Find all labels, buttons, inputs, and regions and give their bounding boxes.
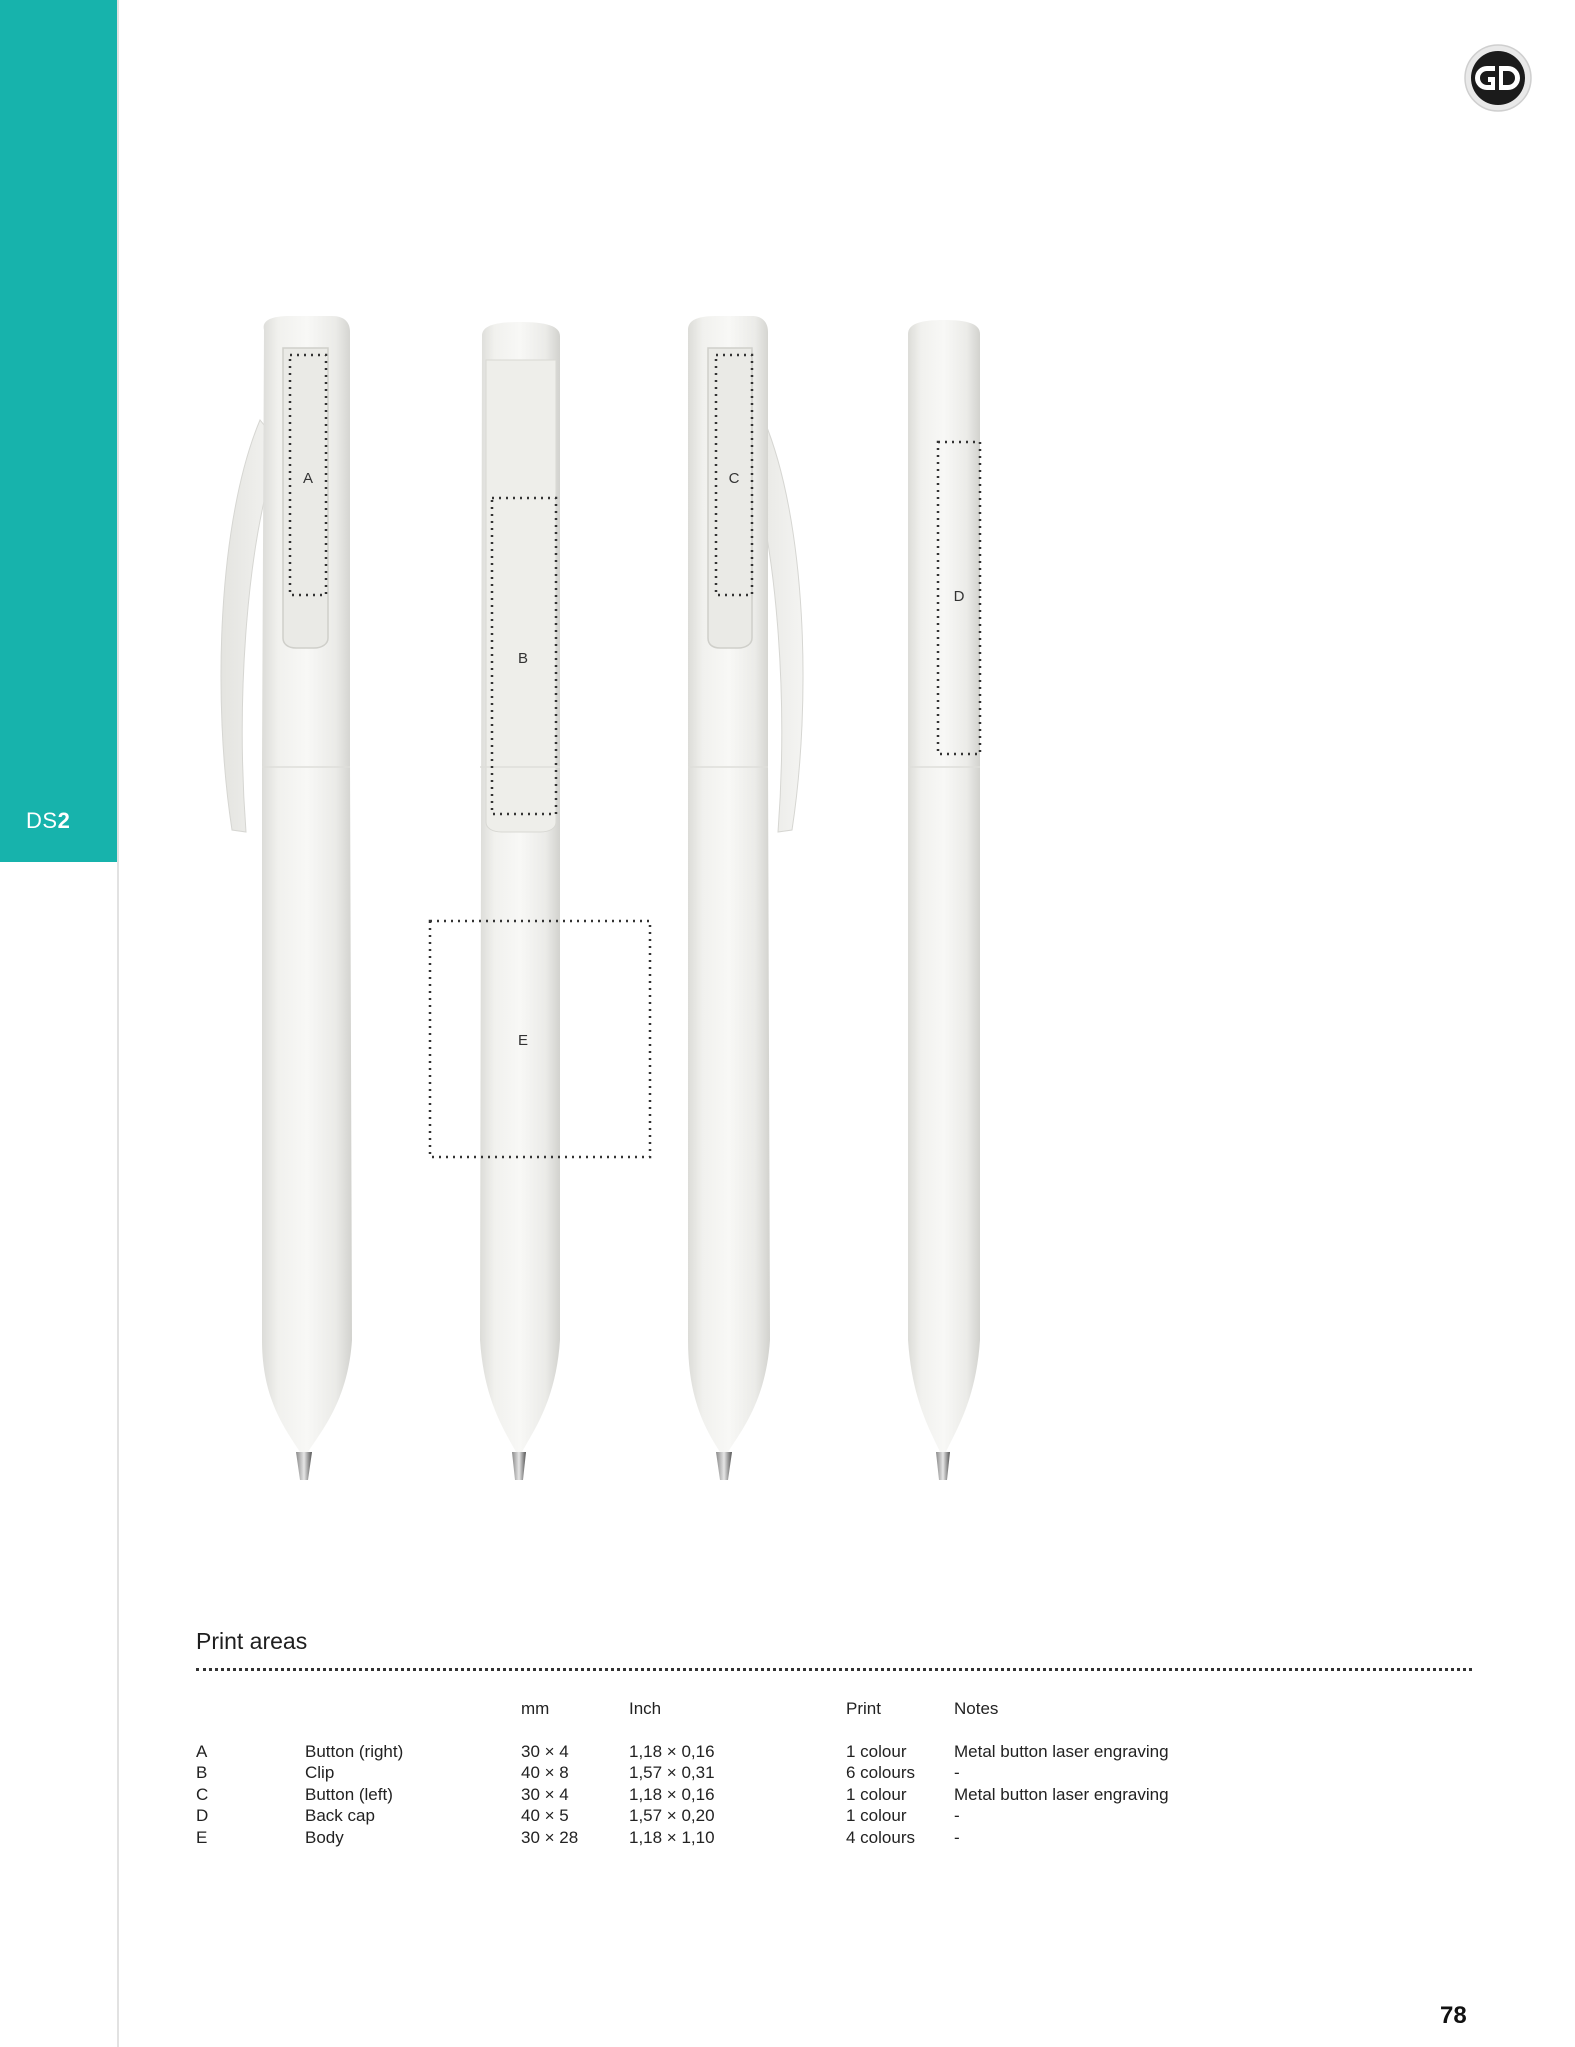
row-mm: 30 × 4: [521, 1741, 569, 1761]
row-print: 4 colours: [846, 1827, 915, 1847]
row-code: D: [196, 1806, 209, 1826]
row-name: Button (left): [305, 1784, 393, 1804]
row-mm: 40 × 5: [521, 1806, 569, 1826]
print-area-b-label: B: [517, 650, 529, 667]
pen-side-left-button: [688, 316, 803, 1480]
row-name: Back cap: [305, 1806, 375, 1826]
row-print: 6 colours: [846, 1763, 915, 1783]
row-name: Clip: [305, 1763, 335, 1783]
page-number: 78: [1440, 2002, 1467, 2029]
section-divider: [196, 1668, 1472, 1671]
row-inch: 1,18 × 1,10: [629, 1827, 715, 1847]
print-areas-title: Print areas: [196, 1628, 308, 1654]
row-inch: 1,18 × 0,16: [629, 1741, 715, 1761]
row-mm: 40 × 8: [521, 1763, 569, 1783]
print-area-d-label: D: [953, 588, 965, 605]
row-print: 1 colour: [846, 1784, 907, 1804]
row-name: Body: [305, 1827, 344, 1847]
row-inch: 1,18 × 0,16: [629, 1784, 715, 1804]
row-code: A: [196, 1741, 208, 1761]
print-area-a-label: A: [302, 470, 314, 487]
print-area-c-label: C: [728, 470, 740, 487]
row-mm: 30 × 28: [521, 1827, 579, 1847]
row-code: E: [196, 1827, 208, 1847]
row-code: B: [196, 1763, 208, 1783]
header-inch: Inch: [629, 1699, 662, 1718]
print-area-e-label: E: [517, 1032, 529, 1049]
pen-front-clip: [480, 322, 560, 1480]
row-name: Button (right): [305, 1741, 404, 1761]
row-notes: -: [954, 1827, 960, 1847]
row-inch: 1,57 × 0,20: [629, 1806, 715, 1826]
header-notes: Notes: [954, 1699, 999, 1718]
row-notes: -: [954, 1763, 960, 1783]
row-inch: 1,57 × 0,31: [629, 1763, 715, 1783]
row-print: 1 colour: [846, 1806, 907, 1826]
header-mm: mm: [521, 1699, 550, 1718]
pen-back-view: [908, 320, 980, 1480]
product-code-label: DS2: [26, 808, 71, 833]
row-print: 1 colour: [846, 1741, 907, 1761]
row-code: C: [196, 1784, 209, 1804]
row-notes: Metal button laser engraving: [954, 1741, 1169, 1761]
row-mm: 30 × 4: [521, 1784, 569, 1804]
pen-side-right-button: [221, 316, 352, 1480]
row-notes: -: [954, 1806, 960, 1826]
row-notes: Metal button laser engraving: [954, 1784, 1169, 1804]
header-print: Print: [846, 1699, 881, 1718]
